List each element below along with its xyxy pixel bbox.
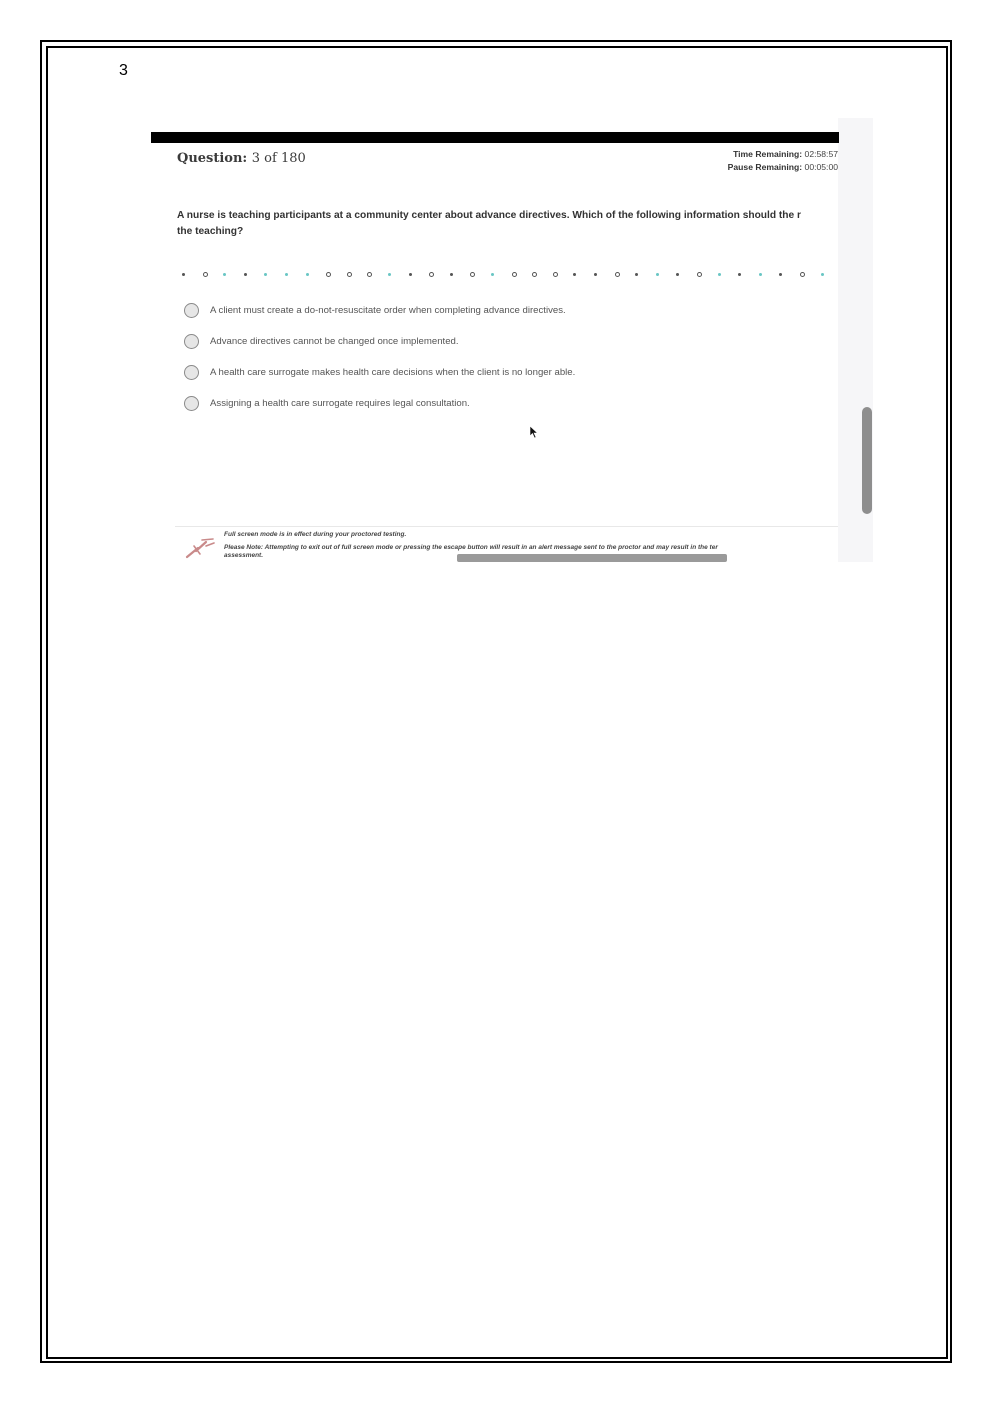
question-label: Question: <box>177 151 248 166</box>
footer-divider <box>175 526 838 527</box>
answer-option-1[interactable] <box>184 301 566 319</box>
time-remaining-label: Time Remaining: <box>733 149 803 159</box>
horizontal-scrollbar[interactable] <box>457 554 727 562</box>
progress-dot[interactable] <box>367 272 372 277</box>
answer-option-text: A health care surrogate makes health care decisions when the client is no longer able. <box>210 366 576 378</box>
answer-option-text: Assigning a health care surrogate requires legal consultation. <box>210 397 470 409</box>
progress-dot[interactable] <box>697 272 702 277</box>
progress-dot[interactable] <box>615 272 620 277</box>
radio-unselected-icon[interactable] <box>184 396 199 411</box>
progress-dot[interactable] <box>800 272 805 277</box>
question-counter <box>177 151 306 166</box>
answer-option-text: A client must create a do-not-resuscitate order when completing advance directives. <box>210 304 566 316</box>
progress-dot[interactable] <box>264 273 267 276</box>
progress-dot[interactable] <box>594 273 597 276</box>
page-number: 3 <box>119 62 128 79</box>
footer-notice-line1: Full screen mode is in effect during your proctored testing. <box>224 531 407 538</box>
answer-option-2[interactable] <box>184 332 459 350</box>
radio-unselected-icon[interactable] <box>184 334 199 349</box>
question-stem-line1: A nurse is teaching participants at a community center about advance directives. Which of the following information should the r <box>177 210 801 221</box>
progress-dot[interactable] <box>759 273 762 276</box>
progress-dot[interactable] <box>409 273 412 276</box>
progress-dot[interactable] <box>244 273 247 276</box>
progress-dot[interactable] <box>450 273 453 276</box>
question-stem-line2: the teaching? <box>177 226 244 237</box>
progress-dot[interactable] <box>676 273 679 276</box>
progress-dot[interactable] <box>635 273 638 276</box>
question-number: 3 of 180 <box>251 151 306 166</box>
progress-dot[interactable] <box>821 273 824 276</box>
progress-dot[interactable] <box>779 273 782 276</box>
time-remaining-value: 02:58:57 <box>804 149 838 159</box>
progress-dot[interactable] <box>656 273 659 276</box>
progress-dot[interactable] <box>532 272 537 277</box>
progress-dot[interactable] <box>470 272 475 277</box>
progress-dots <box>182 273 842 277</box>
footer-notice-line2: Please Note: Attempting to exit out of full screen mode or pressing the escape button will result in an alert message sent to the proctor and may result in the ter <box>224 544 718 551</box>
progress-dot[interactable] <box>429 272 434 277</box>
progress-dot[interactable] <box>306 273 309 276</box>
top-bar <box>151 132 839 143</box>
time-remaining <box>728 148 838 161</box>
progress-dot[interactable] <box>573 273 576 276</box>
progress-dot[interactable] <box>491 273 494 276</box>
mouse-pointer-icon <box>529 425 539 439</box>
progress-dot[interactable] <box>512 272 517 277</box>
answer-option-text: Advance directives cannot be changed once implemented. <box>210 335 459 347</box>
question-stem <box>177 208 838 240</box>
answer-option-4[interactable] <box>184 394 470 412</box>
progress-dot[interactable] <box>718 273 721 276</box>
progress-dot[interactable] <box>182 273 185 276</box>
progress-dot[interactable] <box>285 273 288 276</box>
timers <box>728 148 838 174</box>
pause-remaining-value: 00:05:00 <box>804 162 838 172</box>
radio-unselected-icon[interactable] <box>184 303 199 318</box>
progress-dot[interactable] <box>347 272 352 277</box>
footer-notice-line3: assessment. <box>224 552 264 559</box>
progress-dot[interactable] <box>553 272 558 277</box>
exam-screenshot <box>150 118 873 562</box>
progress-dot[interactable] <box>223 273 226 276</box>
pause-remaining-label: Pause Remaining: <box>727 162 803 172</box>
progress-dot[interactable] <box>738 273 741 276</box>
vertical-scrollbar[interactable] <box>862 407 872 514</box>
fullscreen-lock-icon <box>184 536 216 560</box>
pause-remaining <box>728 161 838 174</box>
progress-dot[interactable] <box>388 273 391 276</box>
progress-dot[interactable] <box>326 272 331 277</box>
radio-unselected-icon[interactable] <box>184 365 199 380</box>
answer-option-3[interactable] <box>184 363 575 381</box>
progress-dot[interactable] <box>203 272 208 277</box>
